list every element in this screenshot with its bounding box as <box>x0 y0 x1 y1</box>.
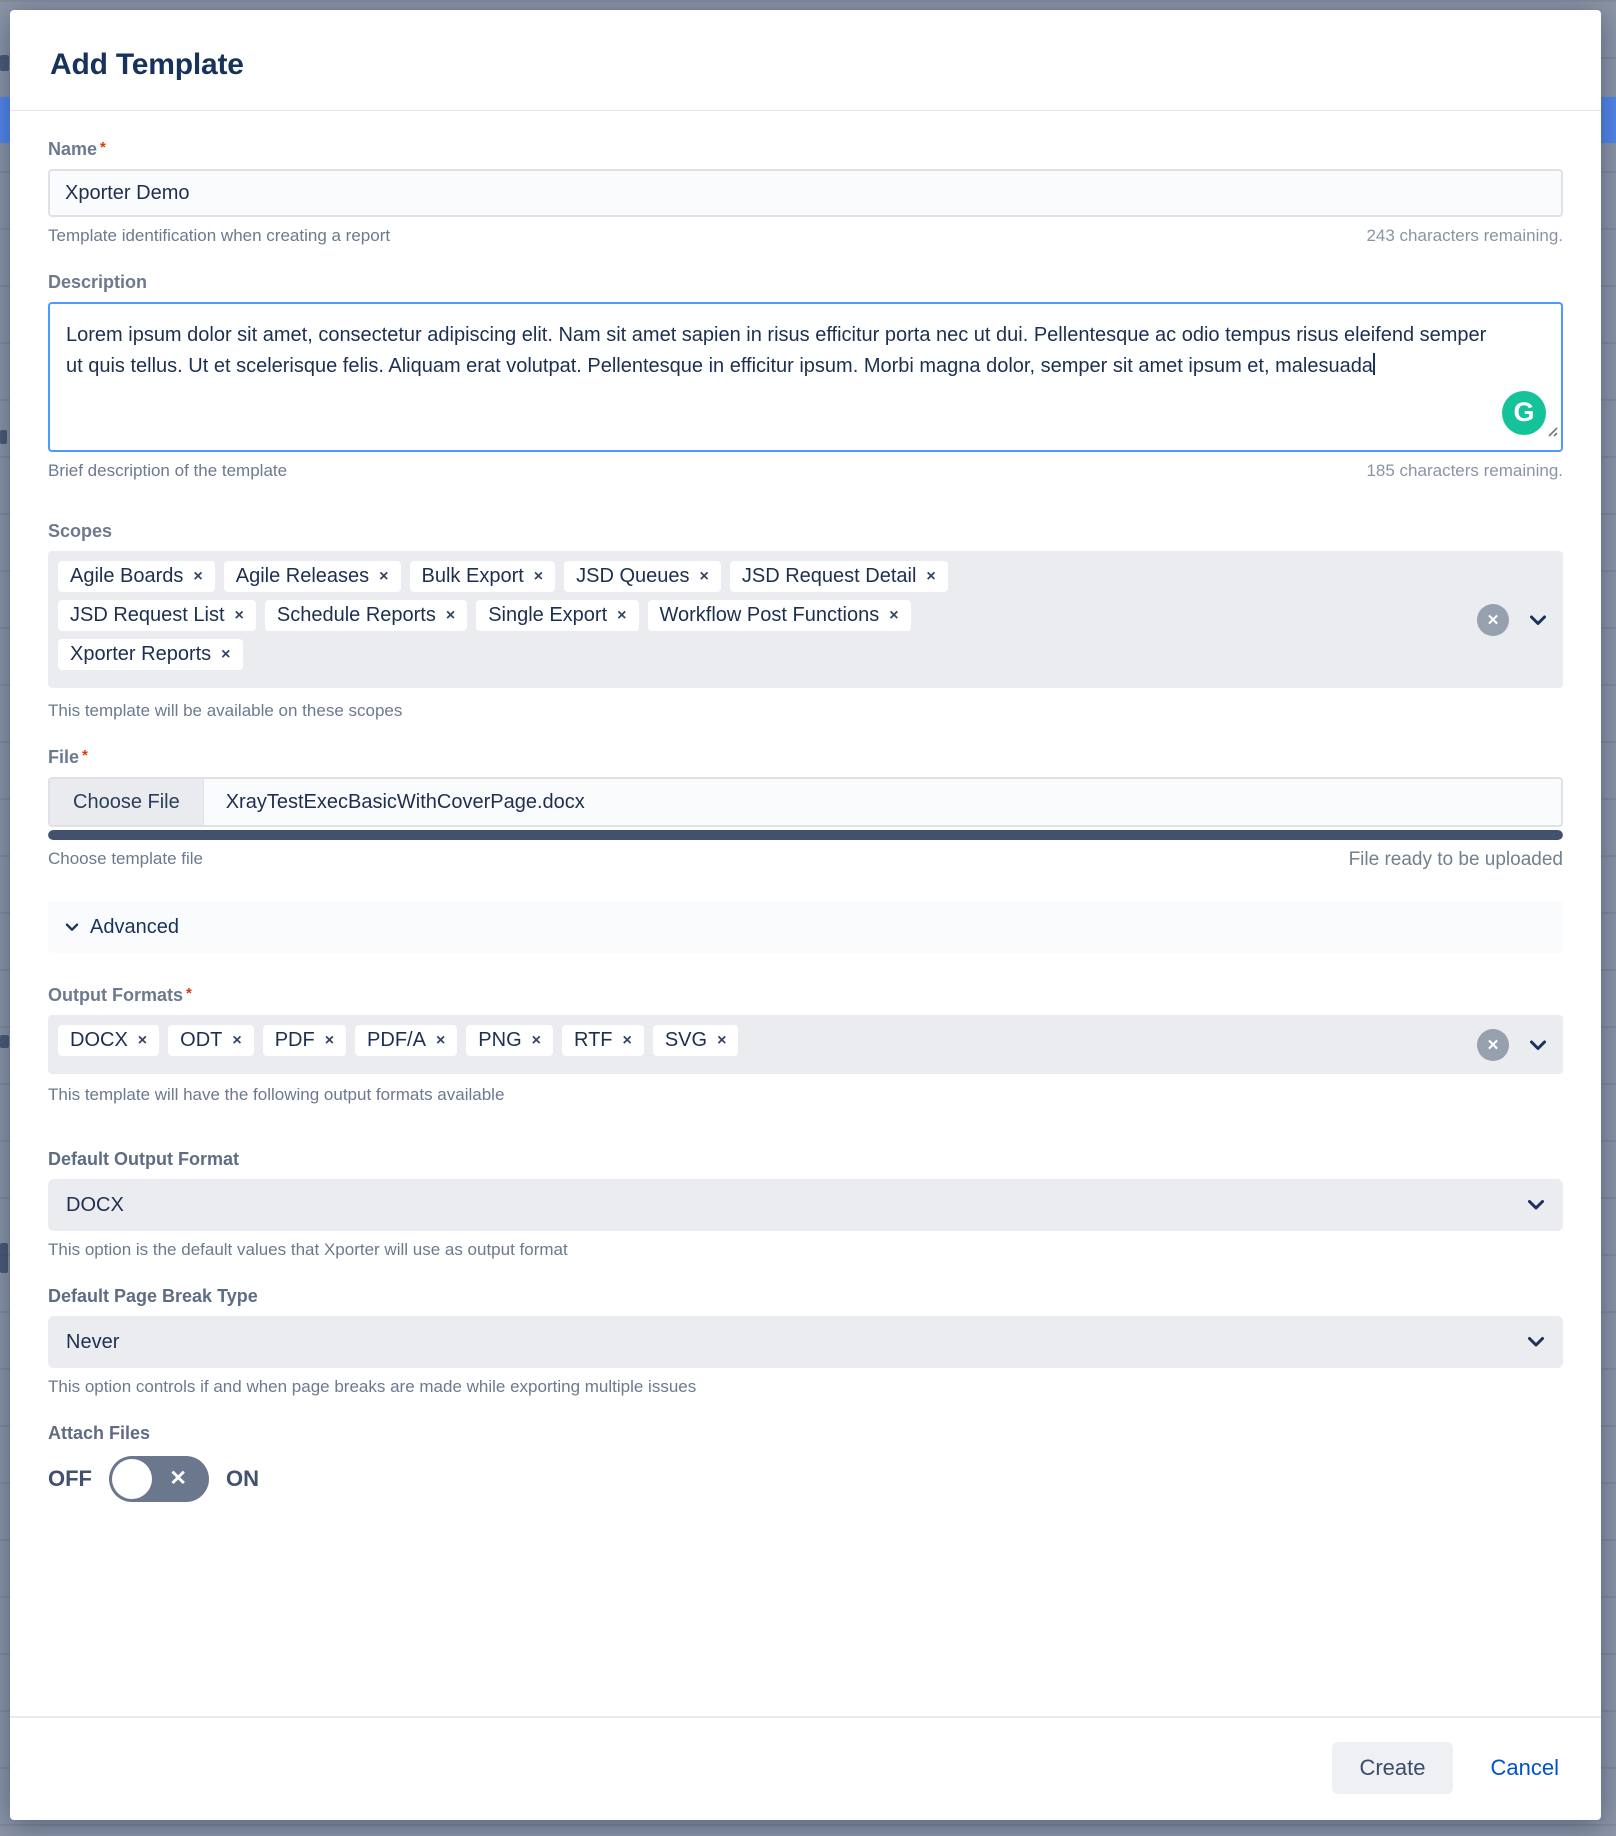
description-helper-text: Brief description of the template <box>48 461 288 480</box>
attach-files-group <box>48 1423 1563 1502</box>
toggle-knob <box>112 1459 152 1499</box>
background-content-fragment <box>0 430 7 444</box>
chevron-down-icon[interactable] <box>1529 1039 1547 1051</box>
output-formats-field-group <box>48 985 1563 1105</box>
advanced-section-toggle[interactable] <box>48 901 1563 953</box>
scope-tag: JSD Request Detail × <box>730 561 948 592</box>
toggle-x-icon: ✕ <box>169 1467 187 1490</box>
output-formats-multiselect[interactable] <box>48 1015 1563 1074</box>
file-input <box>48 777 1563 827</box>
output-formats-helper-text: This template will have the following output formats available <box>48 1085 505 1104</box>
required-marker: * <box>82 747 88 764</box>
file-field-group <box>48 747 1563 871</box>
required-marker: * <box>186 985 192 1002</box>
page-title: Add Template <box>50 48 244 81</box>
scope-tag: Agile Boards × <box>58 561 215 592</box>
selected-value: Never <box>66 1330 120 1353</box>
output-format-tag: SVG × <box>653 1025 739 1056</box>
chevron-down-icon <box>1527 1194 1545 1217</box>
remove-tag-icon[interactable]: × <box>193 567 203 585</box>
scope-tag: Agile Releases × <box>224 561 401 592</box>
output-formats-label: Output Formats * <box>48 985 192 1005</box>
output-format-tag: PDF/A × <box>355 1025 457 1056</box>
remove-tag-icon[interactable]: × <box>234 606 244 624</box>
name-char-counter: 243 characters remaining. <box>1366 226 1563 245</box>
scopes-field-group <box>48 521 1563 721</box>
resize-handle-icon[interactable] <box>1544 416 1558 447</box>
description-field-group <box>48 272 1563 481</box>
default-output-format-select[interactable] <box>48 1179 1563 1231</box>
create-button[interactable]: Create <box>1332 1742 1452 1794</box>
output-format-tag: ODT × <box>168 1025 254 1056</box>
default-page-break-select[interactable] <box>48 1316 1563 1368</box>
scope-tag: Schedule Reports × <box>265 600 467 631</box>
default-output-format-group <box>48 1149 1563 1260</box>
dialog-header <box>10 10 1601 111</box>
upload-progress-bar <box>48 830 1563 840</box>
clear-all-icon[interactable]: ✕ <box>1477 604 1509 636</box>
name-input[interactable] <box>48 169 1563 217</box>
file-label: File * <box>48 747 88 767</box>
name-label: Name * <box>48 139 106 159</box>
selected-value: DOCX <box>66 1193 124 1216</box>
attach-files-toggle[interactable] <box>109 1456 209 1502</box>
default-output-format-label: Default Output Format <box>48 1149 239 1169</box>
remove-tag-icon[interactable]: × <box>533 567 544 585</box>
default-output-format-helper: This option is the default values that Xporter will use as output format <box>48 1240 568 1259</box>
upload-progress-fill <box>48 830 1563 840</box>
background-content-fragment <box>0 1243 8 1273</box>
remove-tag-icon[interactable]: × <box>232 1031 242 1049</box>
remove-tag-icon[interactable]: × <box>699 567 709 585</box>
remove-tag-icon[interactable]: × <box>324 1031 335 1049</box>
remove-tag-icon[interactable]: × <box>889 606 899 624</box>
output-format-tag: PNG × <box>466 1025 553 1056</box>
scope-tag: Bulk Export × <box>410 561 556 592</box>
output-format-tag: RTF × <box>562 1025 644 1056</box>
chevron-down-icon <box>1527 1331 1545 1354</box>
required-marker: * <box>100 139 106 156</box>
default-page-break-label: Default Page Break Type <box>48 1286 258 1306</box>
default-page-break-helper: This option controls if and when page breaks are made while exporting multiple issues <box>48 1377 697 1396</box>
attach-files-label: Attach Files <box>48 1423 151 1443</box>
file-name: XrayTestExecBasicWithCoverPage.docx <box>225 790 585 813</box>
clear-all-icon[interactable]: ✕ <box>1477 1029 1509 1061</box>
file-status-text: File ready to be uploaded <box>1348 849 1563 870</box>
scope-tag: Xporter Reports × <box>58 639 243 670</box>
cancel-button[interactable]: Cancel <box>1490 1755 1559 1780</box>
remove-tag-icon[interactable]: × <box>717 1031 727 1049</box>
description-char-counter: 185 characters remaining. <box>1366 461 1563 480</box>
chevron-down-icon[interactable] <box>1529 614 1547 626</box>
scope-tag: Single Export × <box>476 600 638 631</box>
scopes-label: Scopes <box>48 521 113 541</box>
text-cursor <box>1373 353 1375 375</box>
remove-tag-icon[interactable]: × <box>531 1031 541 1049</box>
advanced-label: Advanced <box>90 915 179 938</box>
description-textarea[interactable] <box>48 302 1563 452</box>
name-field-group <box>48 139 1563 246</box>
toggle-on-label: ON <box>226 1466 259 1491</box>
scopes-multiselect[interactable] <box>48 551 1563 688</box>
scope-tag: JSD Request List × <box>58 600 256 631</box>
output-format-tag: PDF × <box>263 1025 346 1056</box>
remove-tag-icon[interactable]: × <box>445 606 456 624</box>
default-page-break-group <box>48 1286 1563 1397</box>
remove-tag-icon[interactable]: × <box>617 606 627 624</box>
output-format-tag: DOCX × <box>58 1025 159 1056</box>
file-helper-text: Choose template file <box>48 849 203 868</box>
toggle-off-label: OFF <box>48 1466 92 1491</box>
grammarly-icon[interactable]: G <box>1502 391 1546 435</box>
add-template-dialog <box>10 10 1601 1820</box>
scope-tag: Workflow Post Functions × <box>648 600 911 631</box>
background-content-fragment <box>0 55 9 71</box>
remove-tag-icon[interactable]: × <box>435 1031 446 1049</box>
chevron-down-icon <box>65 922 79 932</box>
scope-tag: JSD Queues × <box>564 561 721 592</box>
name-helper-text: Template identification when creating a report <box>48 226 391 245</box>
dialog-footer <box>10 1716 1601 1820</box>
choose-file-button[interactable]: Choose File <box>50 779 204 825</box>
remove-tag-icon[interactable]: × <box>622 1031 632 1049</box>
scopes-helper-text: This template will be available on these scopes <box>48 701 403 720</box>
description-text: Lorem ipsum dolor sit amet, consectetur adipiscing elit. Nam sit amet sapien in risus efficitur porta nec ut dui. Pellentesque ac odio tempus risus eleifend semper ut quis tellus. Ut et scelerisque felis. Aliquam erat volutpat. Pellentesque in efficitur ipsum. Morbi magna dolor, semper sit amet ipsum et, malesuada <box>66 324 1487 377</box>
description-label: Description <box>48 272 148 292</box>
remove-tag-icon[interactable]: × <box>379 567 389 585</box>
remove-tag-icon[interactable]: × <box>137 1031 148 1049</box>
remove-tag-icon[interactable]: × <box>926 567 936 585</box>
remove-tag-icon[interactable]: × <box>221 645 231 663</box>
dialog-body <box>10 111 1601 1716</box>
background-content-fragment <box>0 1035 9 1048</box>
